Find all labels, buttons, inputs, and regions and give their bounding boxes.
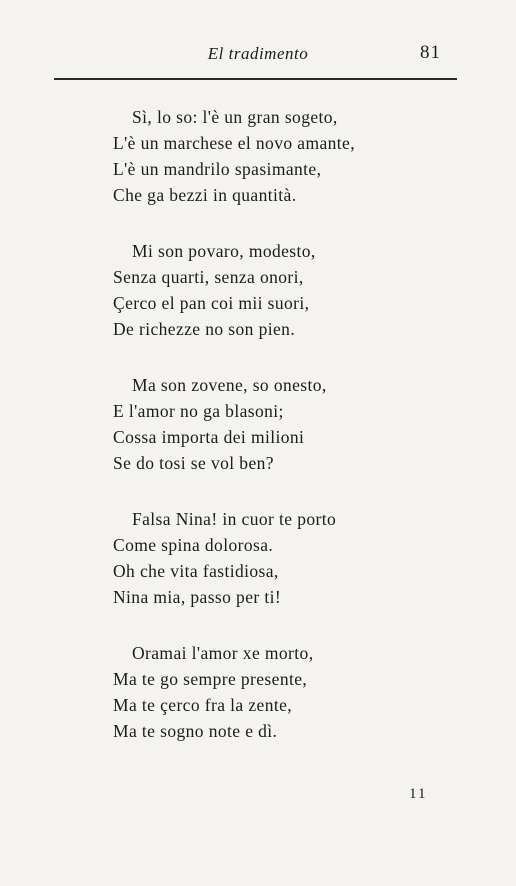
verse-line: Come spina dolorosa. xyxy=(113,535,274,555)
header-rule xyxy=(54,78,457,80)
verse-line: L'è un marchese el novo amante, xyxy=(113,133,355,153)
verse-line: L'è un mandrilo spasimante, xyxy=(113,159,322,179)
stanza xyxy=(113,506,473,610)
verse-line: Çerco el pan coi mii suori, xyxy=(113,293,310,313)
stanza xyxy=(113,640,473,744)
page-number: 81 xyxy=(420,42,441,63)
verse-line: Ma te go sempre presente, xyxy=(113,669,308,689)
verse-line: Nina mia, passo per ti! xyxy=(113,587,282,607)
stanza xyxy=(113,238,473,342)
verse-line: Se do tosi se vol ben? xyxy=(113,453,274,473)
stanza xyxy=(113,372,473,476)
verse-line: Ma son zovene, so onesto, xyxy=(132,375,327,395)
stanza xyxy=(113,104,473,208)
verse-line: Falsa Nina! in cuor te porto xyxy=(132,509,337,529)
verse-line: Ma te sogno note e dì. xyxy=(113,721,278,741)
verse-line: Oh che vita fastidiosa, xyxy=(113,561,279,581)
running-title: El tradimento xyxy=(207,44,309,63)
signature-mark: 11 xyxy=(409,786,428,802)
verse-line: Che ga bezzi in quantità. xyxy=(113,185,297,205)
verse-line: Senza quarti, senza onori, xyxy=(113,267,304,287)
verse-line: De richezze no son pien. xyxy=(113,319,296,339)
verse-line: Ma te çerco fra la zente, xyxy=(113,695,293,715)
poem-body xyxy=(113,104,473,774)
verse-line: Oramai l'amor xe morto, xyxy=(132,643,314,663)
verse-line: E l'amor no ga blasoni; xyxy=(113,401,284,421)
verse-line: Sì, lo so: l'è un gran sogeto, xyxy=(132,107,338,127)
verse-line: Mi son povaro, modesto, xyxy=(132,241,316,261)
verse-line: Cossa importa dei milioni xyxy=(113,427,305,447)
